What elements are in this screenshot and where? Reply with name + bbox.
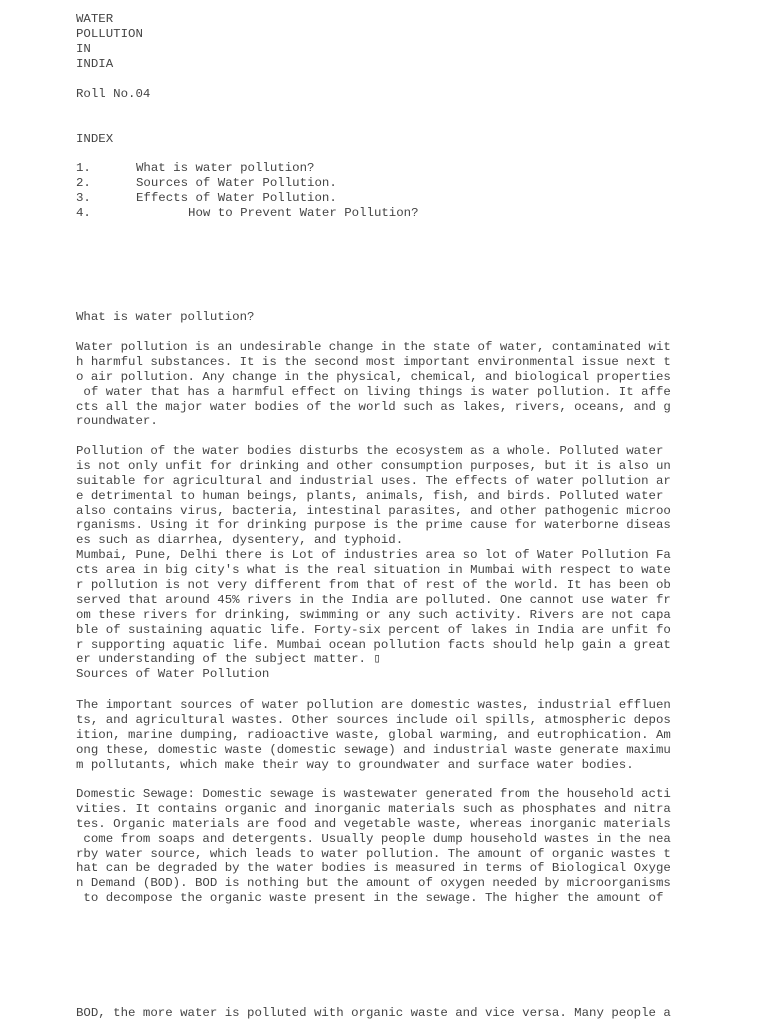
- paragraph-line: Pollution of the water bodies disturbs the ecosystem as a whole. Polluted water: [76, 444, 664, 458]
- title-line: INDIA: [76, 56, 114, 71]
- paragraph-line: r supporting aquatic life. Mumbai ocean pollution facts should help gain a great: [76, 637, 671, 652]
- page-bottom-line: BOD, the more water is polluted with organic waste and vice versa. Many people a: [76, 1006, 671, 1020]
- paragraph-line: come from soaps and detergents. Usually people dump household wastes in the nea: [76, 831, 671, 846]
- paragraph-line: r pollution is not very different from that of rest of the world. It has been ob: [76, 578, 671, 593]
- index-text: What is water pollution?: [136, 161, 315, 175]
- paragraph-line: ts, and agricultural wastes. Other sources include oil spills, atmospheric depos: [76, 712, 671, 727]
- paragraph-line: to decompose the organic waste present in the sewage. The higher the amount of: [76, 891, 664, 906]
- index-number: 2.: [76, 175, 91, 190]
- paragraph-line: o air pollution. Any change in the physical, chemical, and biological properties: [76, 369, 671, 384]
- index-text: Effects of Water Pollution.: [136, 190, 337, 205]
- section-heading-what-is: What is water pollution?: [76, 310, 255, 324]
- paragraph-line: ong these, domestic waste (domestic sewage) and industrial waste generate maximu: [76, 742, 671, 757]
- paragraph-line: vities. It contains organic and inorganic materials such as phosphates and nitra: [76, 801, 671, 816]
- paragraph-line: The important sources of water pollution are domestic wastes, industrial effluen: [76, 698, 671, 712]
- index-number: 3.: [76, 190, 91, 205]
- index-text: How to Prevent Water Pollution?: [136, 205, 419, 220]
- paragraph-line: Water pollution is an undesirable change in the state of water, contaminated wit: [76, 340, 671, 354]
- index-list: [76, 161, 419, 221]
- paragraph-line: roundwater.: [76, 414, 158, 429]
- paragraph-sources: [76, 698, 671, 772]
- section-heading-sources: Sources of Water Pollution: [76, 667, 270, 682]
- paragraph-line: is not only unfit for drinking and other consumption purposes, but it is also un: [76, 458, 671, 473]
- paragraph-line: n Demand (BOD). BOD is nothing but the amount of oxygen needed by microorganisms: [76, 876, 671, 891]
- paragraph-line: er understanding of the subject matter. ▯: [76, 652, 381, 667]
- index-item: [76, 191, 419, 206]
- paragraph-line: e detrimental to human beings, plants, animals, fish, and birds. Polluted water: [76, 488, 664, 503]
- index-number: 4.: [76, 205, 91, 220]
- paragraph-definition: [76, 340, 671, 429]
- paragraph-line: ition, marine dumping, radioactive waste, global warming, and eutrophication. Am: [76, 727, 671, 742]
- paragraph-line: of water that has a harmful effect on living things is water pollution. It affe: [76, 384, 671, 399]
- paragraph-line: tes. Organic materials are food and vegetable waste, whereas inorganic materials: [76, 816, 671, 831]
- title-line: IN: [76, 41, 91, 56]
- paragraph-line: also contains virus, bacteria, intestinal parasites, and other pathogenic microo: [76, 503, 671, 518]
- paragraph-line: Mumbai, Pune, Delhi there is Lot of industries area so lot of Water Pollution Fa: [76, 548, 671, 563]
- paragraph-line: rby water source, which leads to water pollution. The amount of organic wastes t: [76, 846, 671, 861]
- paragraph-domestic-sewage: [76, 787, 671, 906]
- paragraph-line: m pollutants, which make their way to groundwater and surface water bodies.: [76, 757, 634, 772]
- title-line: POLLUTION: [76, 26, 143, 41]
- paragraph-line: ble of sustaining aquatic life. Forty-six percent of lakes in India are unfit fo: [76, 622, 671, 637]
- index-item: [76, 206, 419, 221]
- paragraph-line: served that around 45% rivers in the India are polluted. One cannot use water fr: [76, 592, 671, 607]
- roll-number: Roll No.04: [76, 87, 151, 101]
- index-item: [76, 176, 419, 191]
- index-text: Sources of Water Pollution.: [136, 175, 337, 190]
- paragraph-line: h harmful substances. It is the second most important environmental issue next t: [76, 354, 671, 369]
- paragraph-line: cts all the major water bodies of the world such as lakes, rivers, oceans, and g: [76, 399, 671, 414]
- paragraph-line: rganisms. Using it for drinking purpose is the prime cause for waterborne diseas: [76, 518, 671, 533]
- index-heading: INDEX: [76, 132, 114, 146]
- paragraph-line: es such as diarrhea, dysentery, and typhoid.: [76, 533, 404, 548]
- index-number: 1.: [76, 161, 91, 175]
- index-item: [76, 161, 419, 176]
- paragraph-line: hat can be degraded by the water bodies is measured in terms of Biological Oxyge: [76, 861, 671, 876]
- paragraph-line: Domestic Sewage: Domestic sewage is wastewater generated from the household acti: [76, 787, 671, 801]
- document-title: [76, 12, 143, 72]
- paragraph-line: suitable for agricultural and industrial uses. The effects of water pollution ar: [76, 473, 671, 488]
- paragraph-effects: [76, 444, 671, 682]
- paragraph-line: om these rivers for drinking, swimming or any such activity. Rivers are not capa: [76, 607, 671, 622]
- title-line: WATER: [76, 12, 114, 26]
- paragraph-line: cts area in big city's what is the real situation in Mumbai with respect to wate: [76, 563, 671, 578]
